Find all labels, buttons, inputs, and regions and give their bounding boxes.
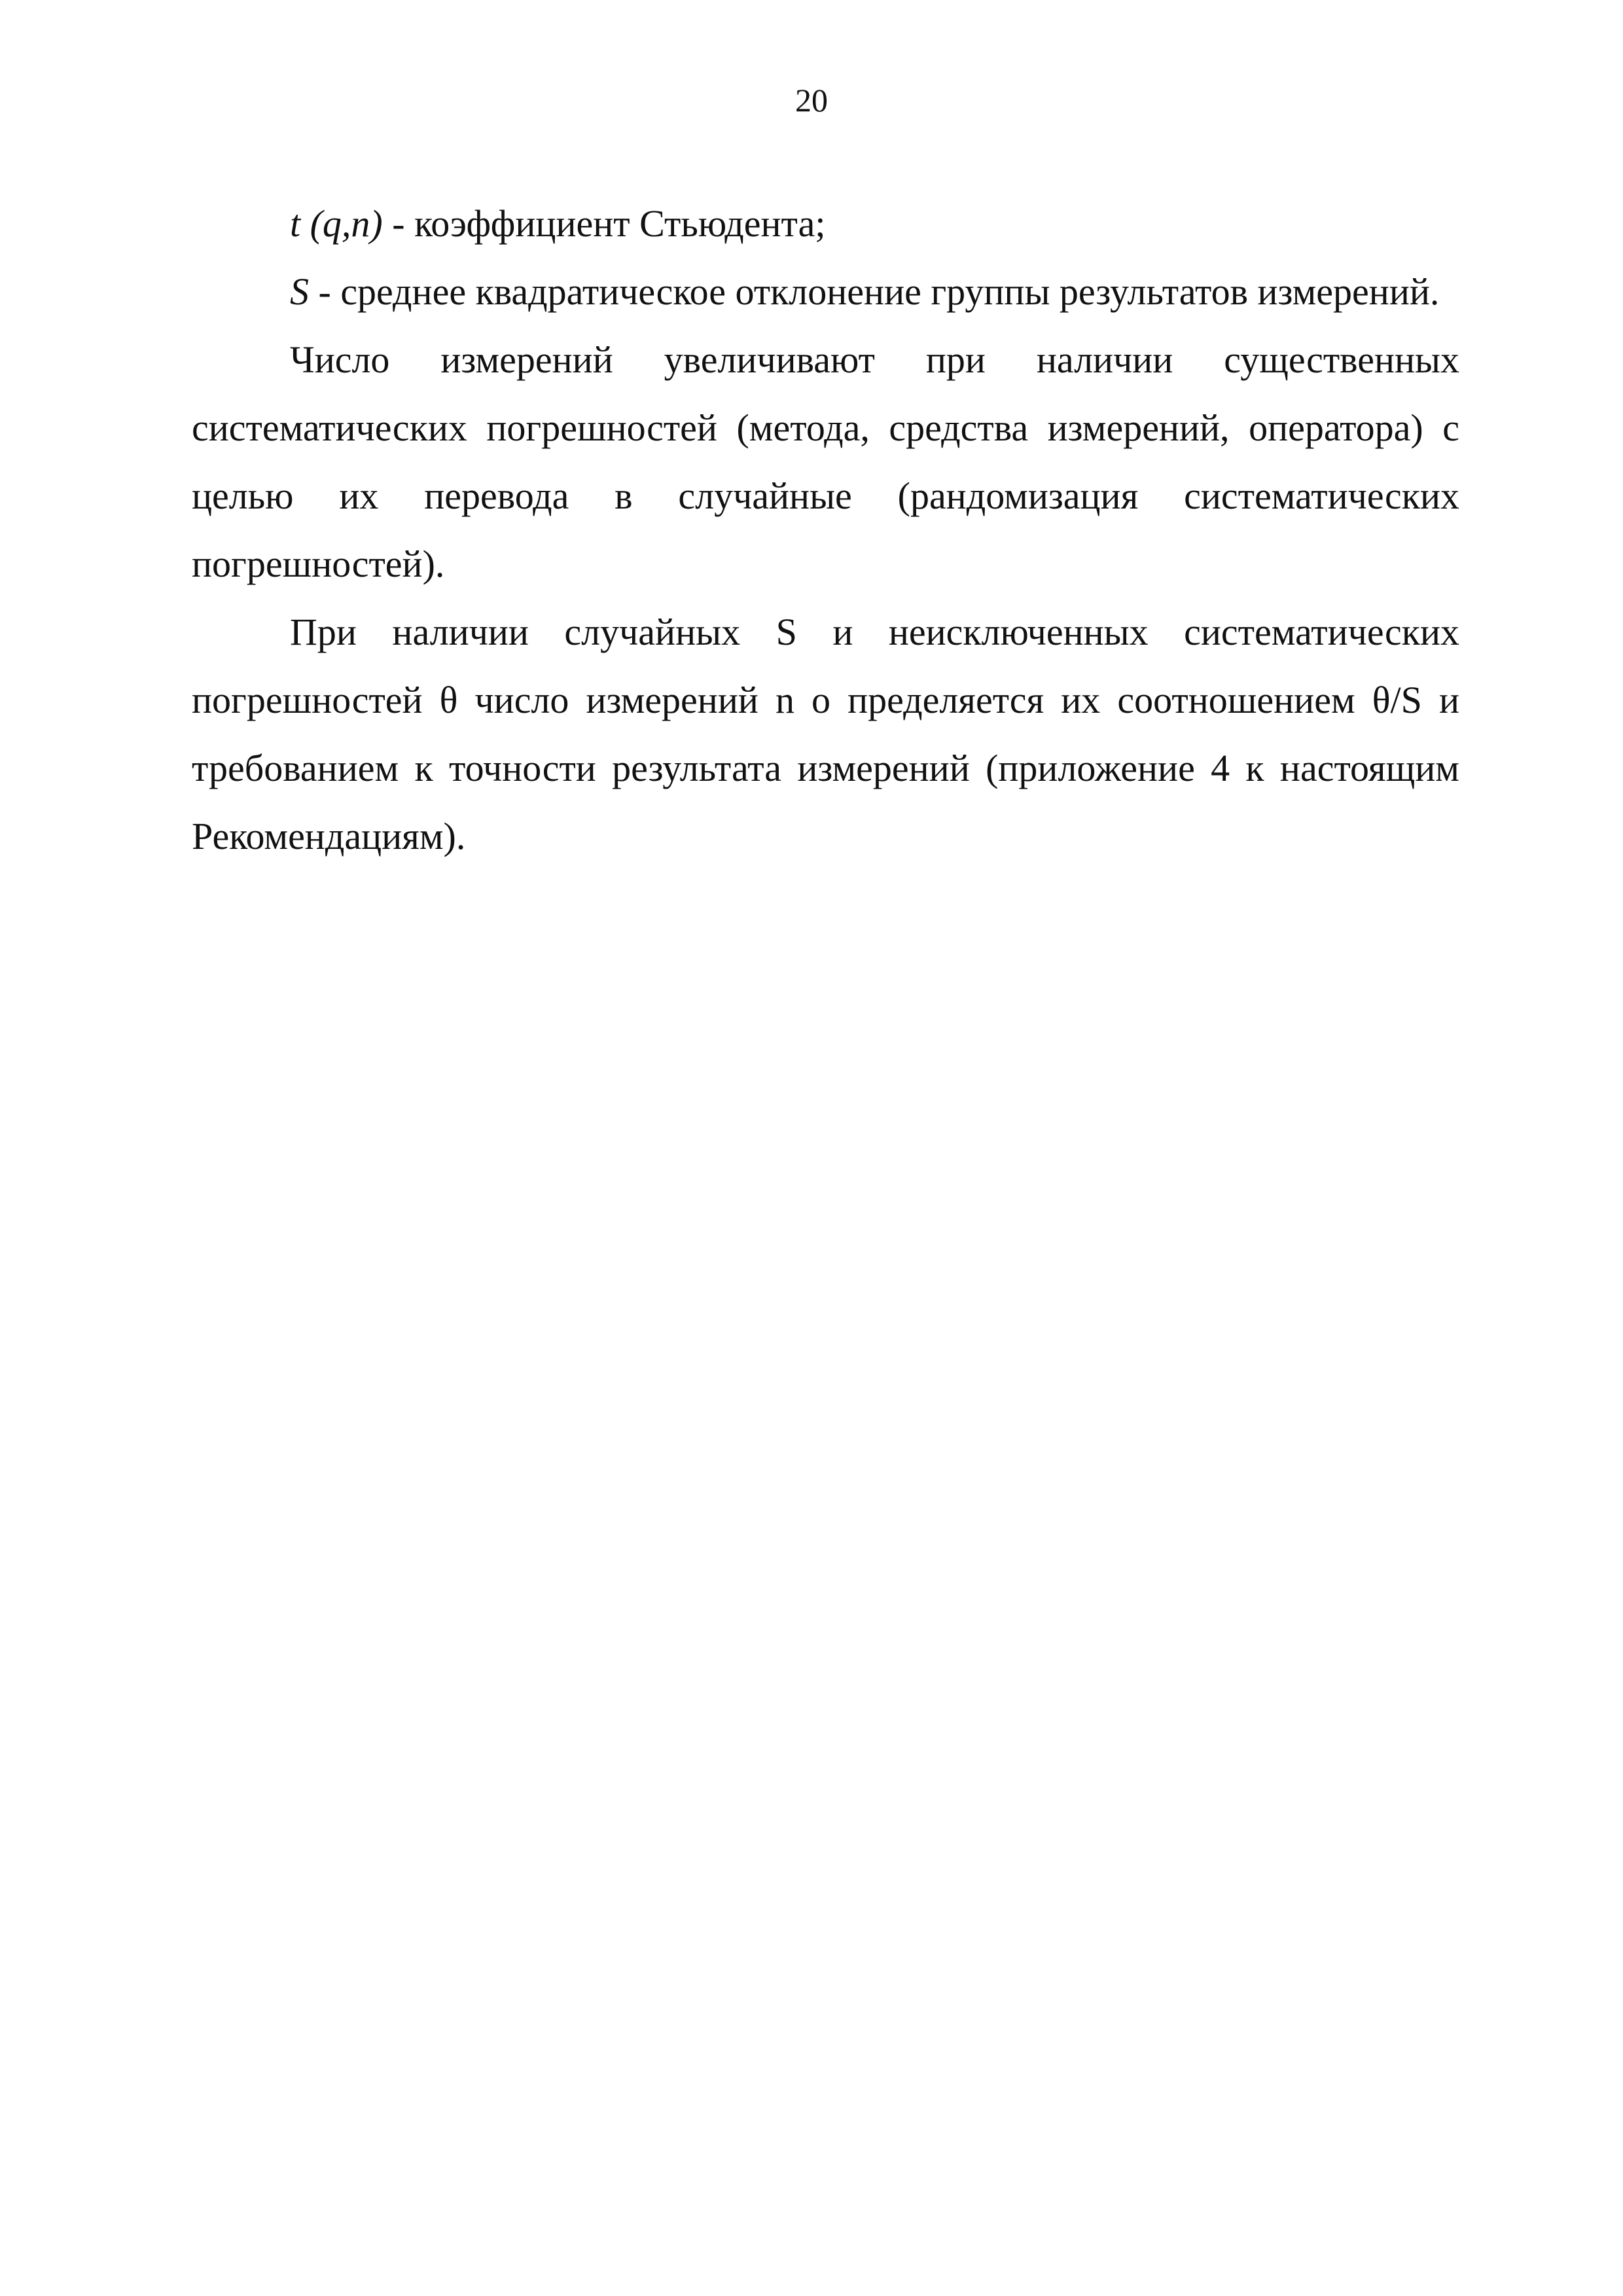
paragraph-random-and-systematic-errors: При наличии случайных S и неисключенных систематических погрешностей θ число измерений n о пределяется их соотношением θ/S и требованием к точности результата измерений (приложение 4 к настоящим Рекомендациям).	[192, 611, 1459, 857]
definition-text: - коэффициент Стьюдента;	[382, 202, 826, 245]
definition-student-coefficient	[192, 190, 1459, 258]
definition-symbol: S	[290, 270, 309, 313]
definition-standard-deviation	[192, 258, 1459, 326]
definition-text: - среднее квадратическое отклонение группы результатов измерений.	[309, 270, 1440, 313]
paragraph-number-of-measurements: Число измерений увеличивают при наличии существенных систематических погрешностей (метода, средства измерений, оператора) с целью их перевода в случайные (рандомизация систематических погрешностей).	[192, 338, 1459, 585]
definition-symbol: t (q,n)	[290, 202, 383, 245]
page-number: 20	[795, 82, 828, 118]
document-body	[192, 190, 1459, 870]
